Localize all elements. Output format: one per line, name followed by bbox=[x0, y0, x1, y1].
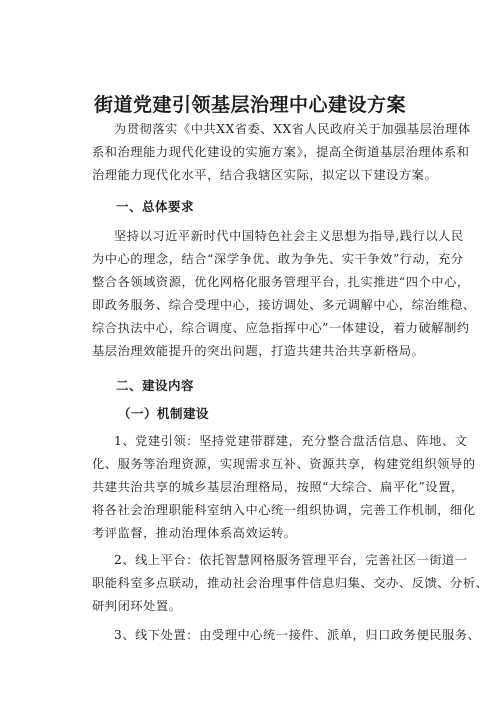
section1-line: 整合各领域资源，优化网格化服务管理平台，扎实推进“四个中心， bbox=[92, 275, 470, 289]
section2-subheading: （一）机制建设 bbox=[118, 406, 210, 421]
section1-line: 即政务服务、综合受理中心，接访调处、多元调解中心，综治维稳、 bbox=[92, 298, 476, 312]
intro-line: 系和治理能力现代化建设的实施方案》，提高全街道基层治理体系和 bbox=[92, 145, 470, 159]
document-title: 街道党建引领基层治理中心建设方案 bbox=[93, 94, 406, 116]
section1-heading: 一、总体要求 bbox=[116, 199, 195, 214]
section1-line: 坚持以习近平新时代中国特色社会主义思想为指导,践行以人民 bbox=[114, 229, 464, 243]
section1-paragraph bbox=[92, 225, 476, 363]
item1-line: 共建共治共享的城乡基层治理格局，按照“大综合、扁平化”设置， bbox=[92, 480, 464, 494]
intro-line: 为贯彻落实《中共XX省委、XX省人民政府关于加强基层治理体 bbox=[114, 122, 471, 136]
intro-paragraph bbox=[92, 118, 471, 187]
item1-line: 1、党建引领：坚持党建带群建，充分整合盘活信息、阵地、文 bbox=[114, 434, 468, 448]
section2-heading: 二、建设内容 bbox=[116, 378, 195, 393]
item2-paragraph bbox=[92, 549, 489, 618]
item2-line: 研判闭环处置。 bbox=[92, 599, 182, 613]
item2-line: 职能科室多点联动，推动社会治理事件信息归集、交办、反馈、分析、 bbox=[92, 576, 489, 590]
item3-paragraph bbox=[92, 624, 481, 647]
section1-line: 基层治理效能提升的突出问题，打造共建共治共享新格局。 bbox=[92, 344, 425, 358]
item1-line: 将各社会治理职能科室纳入中心统一组织协调，完善工作机制，细化 bbox=[92, 503, 476, 517]
item3-line: 3、线下处置：由受理中心统一接件、派单，归口政务便民服务、 bbox=[114, 628, 481, 642]
section1-line: 为中心的理念，结合“深学争优、敢为争先、实干争效”行动，充分 bbox=[92, 252, 464, 266]
item1-line: 考评监督，推动治理体系高效运转。 bbox=[92, 526, 297, 540]
section1-line: 综合执法中心，综合调度、应急指挥中心”一体建设，着力破解制约 bbox=[92, 321, 470, 335]
item1-line: 化、服务等治理资源，实现需求互补、资源共享，构建党组织领导的 bbox=[92, 457, 476, 471]
item1-paragraph bbox=[92, 430, 476, 545]
intro-line: 治理能力现代化水平，结合我辖区实际，拟定以下建设方案。 bbox=[92, 168, 438, 182]
item2-line: 2、线上平台：依托智慧网格服务管理平台，完善社区一街道一 bbox=[114, 553, 468, 567]
